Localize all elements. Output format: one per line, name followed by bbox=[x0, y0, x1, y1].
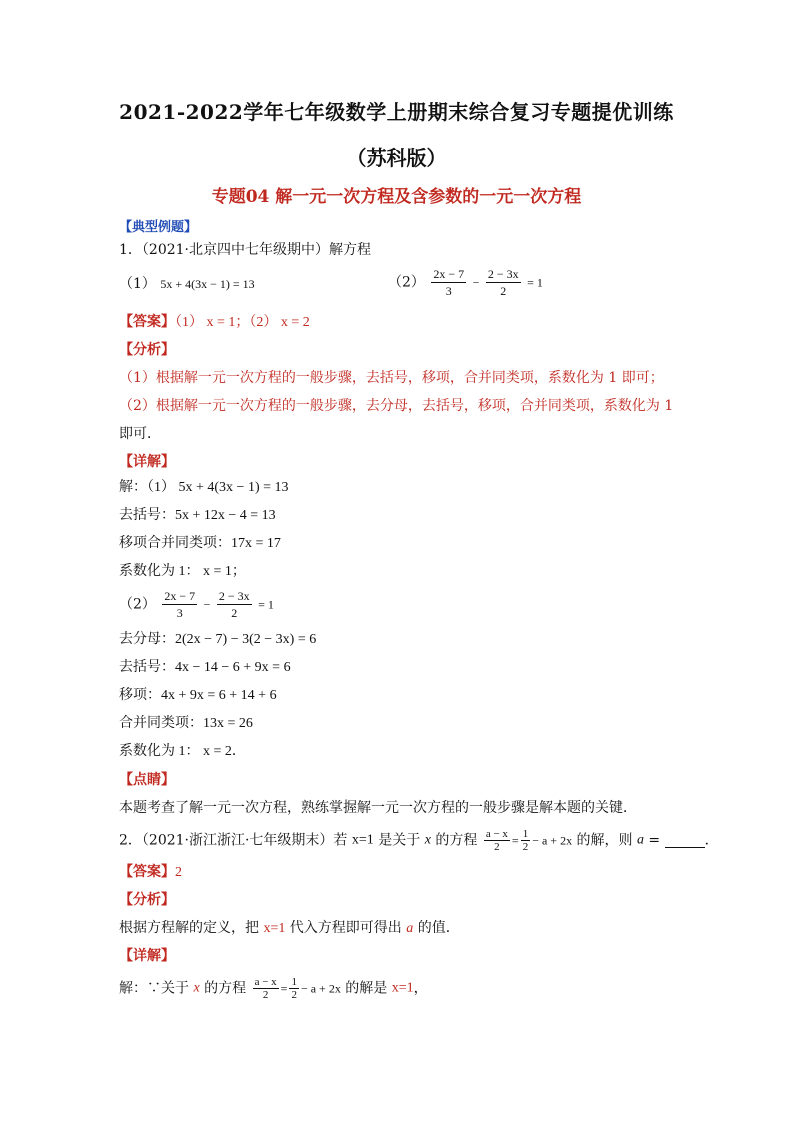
q1-detail-9: 合并同类项：13x = 26 bbox=[119, 716, 253, 731]
q1-detail-2: 去括号：5x + 12x − 4 = 13 bbox=[119, 508, 276, 523]
eq-sign: = bbox=[511, 833, 519, 848]
q1-detail-7: 去括号：4x − 14 − 6 + 9x = 6 bbox=[119, 660, 291, 675]
q1-detail-5-frac2 bbox=[217, 588, 252, 621]
q1-detail-5-label: （2） bbox=[119, 596, 156, 613]
q2-stem-a: 2．（2021·浙江浙江·七年级期末）若 bbox=[119, 832, 352, 849]
q1-answer bbox=[119, 312, 310, 333]
q2-stem-x: x bbox=[424, 832, 431, 848]
answer-label: 【答案】 bbox=[119, 864, 175, 880]
q1-analysis-2b: 即可． bbox=[119, 426, 161, 442]
eq-sign: = bbox=[280, 981, 288, 996]
q2-detail-label: 【详解】 bbox=[119, 948, 175, 964]
section-label: 【典型例题】 bbox=[119, 220, 198, 235]
topic-title: 专题04 解一元一次方程及含参数的一元一次方程 bbox=[211, 187, 582, 207]
q1-analysis-2a: （2）根据解一元一次方程的一般步骤，去分母，去括号，移项，合并同类项，系数化为 1 bbox=[119, 398, 674, 414]
frac-denominator: 2 bbox=[494, 841, 500, 853]
q2-detail-tail: − a + 2x bbox=[300, 981, 341, 996]
q2-eq-tail: − a + 2x bbox=[532, 833, 573, 848]
q2-eq-frac1 bbox=[484, 828, 510, 853]
minus-sign: − bbox=[472, 275, 480, 290]
frac-numerator: 2 − 3x bbox=[487, 267, 519, 281]
q1-part2-frac2 bbox=[486, 266, 521, 299]
q2-eq-frac2 bbox=[521, 828, 531, 853]
q2-stem-end: ． bbox=[704, 832, 719, 849]
q2-analysis-c: 的值． bbox=[413, 920, 460, 936]
q2-detail-c: 的解是 bbox=[340, 980, 392, 997]
doc-subtitle: （苏科版） bbox=[346, 146, 447, 170]
answer-value: 2 bbox=[175, 865, 182, 880]
frac-denominator: 2 bbox=[291, 989, 297, 1001]
q2-detail-x: x bbox=[193, 980, 200, 996]
q2-analysis-x1: x=1 bbox=[263, 921, 286, 936]
q2-stem-e: = bbox=[643, 832, 665, 849]
q2-detail-a: 解：∵关于 bbox=[119, 980, 194, 997]
frac-numerator: a − x bbox=[485, 828, 508, 840]
q1-detail-5 bbox=[119, 588, 274, 621]
q2-detail-frac1 bbox=[253, 976, 279, 1001]
frac-denominator: 3 bbox=[176, 606, 183, 620]
q1-part1-expr: 5x + 4(3x − 1) = 13 bbox=[160, 277, 255, 291]
q2-stem-c: 的方程 bbox=[430, 832, 478, 849]
q2-analysis-a-var: a bbox=[406, 921, 414, 936]
q1-part1-label: （1） bbox=[119, 276, 156, 292]
frac-denominator: 2 bbox=[522, 841, 529, 853]
q1-analysis-label: 【分析】 bbox=[119, 342, 175, 358]
frac-denominator: 3 bbox=[445, 284, 452, 298]
q2-analysis bbox=[119, 918, 460, 939]
q1-part2-label: （2） bbox=[388, 274, 425, 291]
minus-sign: − bbox=[203, 597, 211, 612]
q1-analysis-1: （1）根据解一元一次方程的一般步骤，去括号，移项，合并同类项，系数化为 1 即可； bbox=[119, 370, 664, 386]
q1-detail-1: 解：（1） 5x + 4(3x − 1) = 13 bbox=[119, 480, 289, 495]
q1-detail-8: 移项：4x + 9x = 6 + 14 + 6 bbox=[119, 688, 277, 703]
q1-part2-frac1 bbox=[431, 266, 466, 299]
frac-numerator: 1 bbox=[522, 828, 529, 840]
q1-detail-6: 去分母：2(2x − 7) − 3(2 − 3x) = 6 bbox=[119, 632, 317, 647]
frac-numerator: a − x bbox=[254, 976, 277, 988]
q1-comment-label: 【点睛】 bbox=[119, 772, 175, 788]
q2-detail-x1: x=1 bbox=[391, 980, 414, 996]
q1-part2 bbox=[388, 266, 543, 299]
q2-stem-x1: x=1 bbox=[351, 832, 374, 848]
q2-detail-b: 的方程 bbox=[199, 980, 247, 997]
q2-detail-1 bbox=[119, 976, 428, 1001]
frac-numerator: 2x − 7 bbox=[433, 267, 465, 281]
q2-analysis-b: 代入方程即可得出 bbox=[285, 920, 407, 936]
frac-denominator: 2 bbox=[500, 284, 507, 298]
q1-detail-3: 移项合并同类项：17x = 17 bbox=[119, 536, 281, 551]
q2-detail-frac2 bbox=[289, 976, 299, 1001]
answer-label: 【答案】 bbox=[119, 314, 175, 330]
frac-numerator: 1 bbox=[291, 976, 297, 988]
q2-analysis-a: 根据方程解的定义，把 bbox=[119, 920, 264, 936]
q1-detail-5-rhs: = 1 bbox=[258, 597, 274, 612]
q1-part2-rhs: = 1 bbox=[527, 275, 543, 290]
frac-denominator: 2 bbox=[262, 989, 269, 1001]
frac-numerator: 2 − 3x bbox=[218, 589, 250, 603]
answer-text: （1） x = 1；（2） x = 2 bbox=[175, 315, 310, 330]
q2-stem-a-var: a bbox=[636, 832, 644, 848]
q2-stem-b: 是关于 bbox=[373, 832, 425, 849]
q2-stem-d: 的解，则 bbox=[572, 832, 637, 849]
answer-blank[interactable] bbox=[665, 833, 705, 848]
frac-denominator: 2 bbox=[231, 606, 238, 620]
q1-detail-10: 系数化为 1： x = 2． bbox=[119, 744, 246, 759]
q2-answer bbox=[119, 862, 182, 883]
q1-comment-text: 本题考查了解一元一次方程，熟练掌握解一元一次方程的一般步骤是解本题的关键． bbox=[119, 800, 637, 816]
q2-stem bbox=[119, 828, 719, 853]
q1-stem: 1．（2021·北京四中七年级期中）解方程 bbox=[119, 242, 371, 258]
q2-analysis-label: 【分析】 bbox=[119, 892, 175, 908]
q1-detail-4: 系数化为 1： x = 1； bbox=[119, 564, 246, 579]
q2-detail-d: ， bbox=[413, 980, 428, 997]
q1-detail-label: 【详解】 bbox=[119, 454, 175, 470]
q1-part1 bbox=[119, 274, 255, 294]
q1-detail-5-frac1 bbox=[162, 588, 197, 621]
frac-numerator: 2x − 7 bbox=[164, 589, 196, 603]
doc-title: 2021-2022学年七年级数学上册期末综合复习专题提优训练 bbox=[119, 100, 674, 124]
